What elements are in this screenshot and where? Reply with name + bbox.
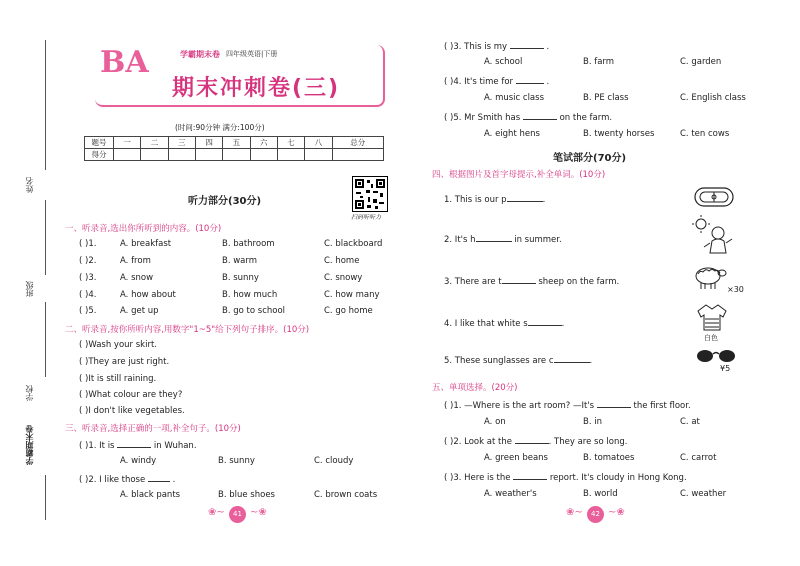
- r-q5-start: ( )5. Mr Smith has: [444, 113, 521, 123]
- answer-blank[interactable]: [597, 399, 631, 408]
- r-q5-a[interactable]: A. eight hens: [484, 129, 540, 139]
- s5-q3[interactable]: [444, 471, 687, 483]
- s2-item[interactable]: ( )They are just right.: [79, 357, 170, 367]
- school-label: 学校: [25, 385, 34, 401]
- score-input[interactable]: [332, 149, 384, 161]
- section5-title: 五、单项选择。(20分): [432, 383, 518, 393]
- r-q4[interactable]: [444, 75, 549, 87]
- page-title: 期末冲刺卷(三): [172, 76, 341, 101]
- binding-line-4: [45, 475, 46, 520]
- s3-q1-b[interactable]: B. sunny: [218, 456, 255, 466]
- r-q4-start: ( )4. It's time for: [444, 77, 514, 87]
- score-input[interactable]: [277, 149, 304, 161]
- s3-q2-c[interactable]: C. brown coats: [314, 490, 378, 500]
- s4-q1-start: 1. This is our p: [444, 195, 507, 205]
- s4-q2-end: in summer.: [514, 235, 562, 245]
- answer-blank[interactable]: [510, 40, 544, 49]
- s1-q5-num[interactable]: ( )5.: [79, 306, 97, 316]
- s1-q4-num[interactable]: ( )4.: [79, 290, 97, 300]
- r-q3-b[interactable]: B. farm: [583, 57, 615, 67]
- s1-q3-c[interactable]: C. snowy: [324, 273, 363, 283]
- s5-q3-start: ( )3. Here is the: [444, 473, 511, 483]
- s1-q4-c[interactable]: C. how many: [324, 290, 380, 300]
- binding-line-1: [45, 40, 46, 170]
- s4-q5[interactable]: [444, 354, 592, 366]
- answer-blank[interactable]: [117, 439, 151, 448]
- s3-q2-end: .: [172, 475, 176, 485]
- r-q3-start: ( )3. This is my: [444, 42, 508, 52]
- s4-q5-end: .: [589, 356, 593, 366]
- s4-q3[interactable]: [444, 275, 619, 287]
- left-swirl-icon: ❀~: [208, 507, 225, 518]
- r-q3-c[interactable]: C. garden: [680, 57, 722, 67]
- s3-q1-end: in Wuhan.: [153, 441, 197, 451]
- score-cell: 三: [168, 137, 195, 149]
- s1-q2-num[interactable]: ( )2.: [79, 256, 97, 266]
- s5-q2-a[interactable]: A. green beans: [484, 453, 548, 463]
- s5-q1-c[interactable]: C. at: [680, 417, 700, 427]
- s5-q2-c[interactable]: C. carrot: [680, 453, 717, 463]
- class-label: 班级: [25, 281, 34, 297]
- s4-q1[interactable]: [444, 193, 545, 205]
- qr-code-icon[interactable]: [352, 176, 388, 212]
- s5-q3-end: report. It's cloudy in Hong Kong.: [549, 473, 687, 483]
- score-table-header: [85, 137, 384, 149]
- s1-q3-num[interactable]: ( )3.: [79, 273, 97, 283]
- s1-q2-b[interactable]: B. warm: [222, 256, 258, 266]
- answer-blank[interactable]: [513, 471, 547, 480]
- right-swirl-icon: ~❀: [608, 507, 625, 518]
- written-title: 笔试部分(70分): [553, 153, 627, 164]
- s4-q1-end: .: [542, 195, 546, 205]
- score-input[interactable]: [114, 149, 141, 161]
- s5-q2-end: . They are so long.: [548, 437, 628, 447]
- r-q3-a[interactable]: A. school: [484, 57, 523, 67]
- sheep-icon: [693, 264, 727, 290]
- s3-q1-start: ( )1. It is: [79, 441, 115, 451]
- r-q4-c[interactable]: C. English class: [680, 93, 746, 103]
- playground-icon: [694, 187, 734, 207]
- section4-title: 四、根据图片及首字母提示,补全单词。(10分): [432, 170, 606, 180]
- s1-q4-a[interactable]: A. how about: [120, 290, 176, 300]
- s5-q3-c[interactable]: C. weather: [680, 489, 727, 499]
- s3-q1[interactable]: [79, 439, 197, 451]
- r-q4-a[interactable]: A. music class: [484, 93, 545, 103]
- grade-label: 四年级英语|下册: [226, 50, 278, 58]
- s4-q4[interactable]: [444, 317, 564, 329]
- r-q5[interactable]: [444, 111, 612, 123]
- binding-line-2: [45, 200, 46, 275]
- s5-q1-start: ( )1. —Where is the art room? —It's: [444, 401, 595, 411]
- score-cell: 八: [305, 137, 332, 149]
- s2-item[interactable]: ( )It is still raining.: [79, 374, 157, 384]
- section2-title: 二、听录音,按你所听内容,用数字"1~5"给下列句子排序。(10分): [65, 325, 310, 335]
- score-cell: 二: [141, 137, 168, 149]
- score-cell: 四: [195, 137, 222, 149]
- s4-q5-start: 5. These sunglasses are c: [444, 356, 554, 366]
- s3-q1-c[interactable]: C. cloudy: [314, 456, 354, 466]
- price-label: ¥5: [720, 364, 731, 373]
- r-q4-end: .: [546, 77, 550, 87]
- answer-blank[interactable]: [515, 435, 549, 444]
- sweater-color-label: 白色: [704, 334, 718, 342]
- score-cell: 一: [114, 137, 141, 149]
- hot-weather-icon: [692, 215, 734, 255]
- answer-blank[interactable]: [507, 193, 543, 202]
- score-cell: 总分: [332, 137, 384, 149]
- section3-title: 三、听录音,选择正确的一项,补全句子。(10分): [65, 424, 241, 434]
- score-cell: 五: [223, 137, 250, 149]
- section1-title: 一、听录音,选出你所听到的内容。(10分): [65, 224, 222, 234]
- s4-q3-start: 3. There are t: [444, 277, 502, 287]
- right-swirl-icon: ~❀: [250, 507, 267, 518]
- sheep-count-label: ×30: [727, 285, 744, 294]
- s5-q3-a[interactable]: A. weather's: [484, 489, 537, 499]
- s4-q2[interactable]: [444, 233, 562, 245]
- r-q5-end: on the farm.: [559, 113, 613, 123]
- answer-blank[interactable]: [528, 317, 562, 326]
- s5-q2-b[interactable]: B. tomatoes: [583, 453, 635, 463]
- score-input[interactable]: [305, 149, 332, 161]
- page-number-left: 41: [229, 506, 246, 523]
- s4-q2-start: 2. It's h: [444, 235, 476, 245]
- s1-q5-a[interactable]: A. get up: [120, 306, 159, 316]
- s2-item[interactable]: ( )I don't like vegetables.: [79, 406, 185, 416]
- s1-q3-a[interactable]: A. snow: [120, 273, 154, 283]
- series-name: 学霸期末卷: [180, 49, 220, 59]
- answer-blank[interactable]: [148, 473, 170, 482]
- qr-caption: 扫码听听力: [351, 214, 382, 221]
- r-q5-c[interactable]: C. ten cows: [680, 129, 730, 139]
- score-cell: 题号: [85, 137, 114, 149]
- r-q3-end: .: [546, 42, 550, 52]
- name-label: 姓名: [25, 177, 34, 193]
- s1-q3-b[interactable]: B. sunny: [222, 273, 259, 283]
- s1-q2-a[interactable]: A. from: [120, 256, 151, 266]
- score-table-row: [85, 149, 384, 161]
- s1-q5-c[interactable]: C. go home: [324, 306, 373, 316]
- score-input[interactable]: [223, 149, 250, 161]
- score-input[interactable]: [195, 149, 222, 161]
- logo-text: BA: [100, 45, 149, 80]
- s1-q2-c[interactable]: C. home: [324, 256, 360, 266]
- sunglasses-icon: [696, 347, 736, 363]
- score-input[interactable]: [168, 149, 195, 161]
- s2-item[interactable]: ( )Wash your skirt.: [79, 340, 157, 350]
- s1-q1-b[interactable]: B. bathroom: [222, 239, 275, 249]
- score-table: [84, 136, 384, 161]
- r-q4-b[interactable]: B. PE class: [583, 93, 629, 103]
- sweater-icon: [696, 303, 728, 331]
- score-input[interactable]: [250, 149, 277, 161]
- s3-q2-start: ( )2. I like those: [79, 475, 146, 485]
- score-cell: 七: [277, 137, 304, 149]
- time-info: (时间:90分钟 满分:100分): [175, 123, 265, 132]
- listening-title: 听力部分(30分): [188, 196, 262, 207]
- answer-blank[interactable]: [554, 354, 590, 363]
- score-label: 得分: [85, 149, 114, 161]
- answer-blank[interactable]: [523, 111, 557, 120]
- s1-q1-num[interactable]: ( )1.: [79, 239, 97, 249]
- s2-item[interactable]: ( )What colour are they?: [79, 390, 183, 400]
- s5-q2-start: ( )2. Look at the: [444, 437, 512, 447]
- score-input[interactable]: [141, 149, 168, 161]
- s5-q2[interactable]: [444, 435, 627, 447]
- page-number-right: 42: [587, 506, 604, 523]
- s3-q1-a[interactable]: A. windy: [120, 456, 157, 466]
- series-bar: [180, 49, 380, 59]
- answer-blank[interactable]: [476, 233, 512, 242]
- s4-q3-end: sheep on the farm.: [538, 277, 620, 287]
- binding-line-3: [45, 302, 46, 377]
- score-cell: 六: [250, 137, 277, 149]
- s1-q5-b[interactable]: B. go to school: [222, 306, 286, 316]
- s1-q1-a[interactable]: A. breakfast: [120, 239, 172, 249]
- answer-blank[interactable]: [516, 75, 544, 84]
- r-q5-b[interactable]: B. twenty horses: [583, 129, 655, 139]
- s3-q2-a[interactable]: A. black pants: [120, 490, 181, 500]
- s4-q4-start: 4. I like that white s: [444, 319, 528, 329]
- s5-q1[interactable]: [444, 399, 691, 411]
- s5-q1-a[interactable]: A. on: [484, 417, 506, 427]
- s3-q2-b[interactable]: B. blue shoes: [218, 490, 275, 500]
- brand-side-label: 学霸期末卷: [25, 425, 34, 465]
- answer-blank[interactable]: [502, 275, 536, 284]
- s1-q1-c[interactable]: C. blackboard: [324, 239, 383, 249]
- left-swirl-icon: ❀~: [566, 507, 583, 518]
- s4-q4-end: .: [561, 319, 565, 329]
- s5-q1-end: the first floor.: [633, 401, 691, 411]
- s3-q2[interactable]: [79, 473, 175, 485]
- s5-q3-b[interactable]: B. world: [583, 489, 618, 499]
- s5-q1-b[interactable]: B. in: [583, 417, 602, 427]
- r-q3[interactable]: [444, 40, 549, 52]
- s1-q4-b[interactable]: B. how much: [222, 290, 278, 300]
